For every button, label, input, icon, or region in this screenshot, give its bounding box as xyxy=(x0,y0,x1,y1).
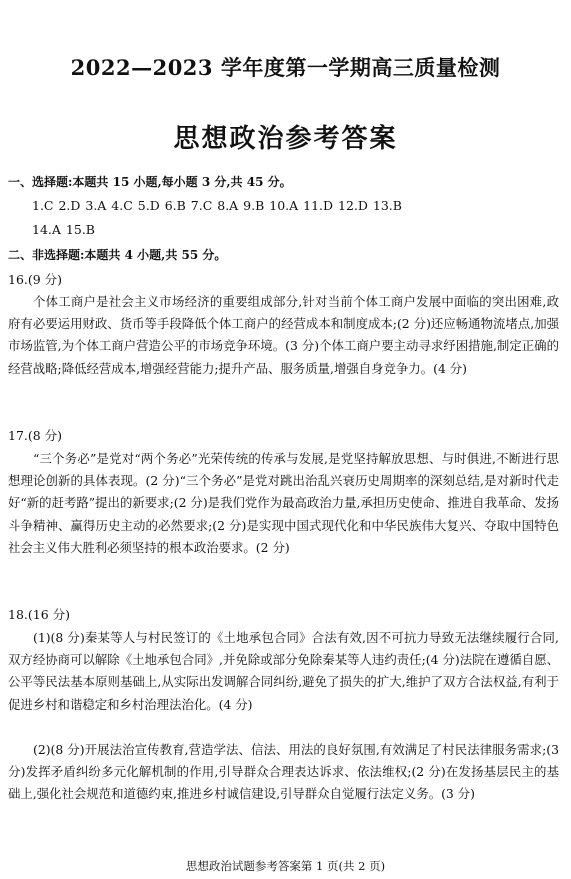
question17-number: 17.(8 分) xyxy=(8,428,63,443)
choice-answers-line2: 14.A 15.B xyxy=(32,222,95,237)
section2-heading: 二、非选择题:本题共 4 小题,共 55 分。 xyxy=(8,248,227,262)
question18-number: 18.(16 分) xyxy=(8,607,71,622)
question18-part2: (2)(8 分)开展法治宣传教育,营造学法、信法、用法的良好氛围,有效满足了村民法律服务需求;(3 分)发挥矛盾纠纷多元化解机制的作用,引导群众合理表达诉求、依法维权;(2 分)在发扬基层民主的基础上,强化社会规范和道德约束,推进乡村诚信建设,引导群众自觉履行法定义务。(3 分) xyxy=(8,742,559,802)
exam-title: 2022—2023 学年度第一学期高三质量检测 xyxy=(70,55,501,80)
question17-answer: “三个务必”是党对“两个务必”光荣传统的传承与发展,是党坚持解放思想、与时俱进,不断进行思想理论创新的具体表现。(2 分)“三个务必”是党对跳出治乱兴衰历史周期率的深刻总结,是对新时代走好“新的赶考路”提出的新要求;(2 分)是我们党作为最高政治力量,承担历史使命、推进自我革命、发扬斗争精神、赢得历史主动的必然要求;(2 分)是实现中国式现代化和中华民族伟大复兴、夺取中国特色社会主义伟大胜利必须坚持的根本政治要求。(2 分) xyxy=(8,451,559,555)
question16-number: 16.(9 分) xyxy=(8,272,63,287)
document-title: 思想政治参考答案 xyxy=(173,124,398,154)
question16-answer: 个体工商户是社会主义市场经济的重要组成部分,针对当前个体工商户发展中面临的突出困难,政府有必要运用财政、货币等手段降低个体工商户的经营成本和制度成本;(2 分)还应畅通物流堵点,加强市场监管,为个体工商户营造公平的市场竞争环境。(3 分)个体工商户要主动寻求纾困措施,制定正确的经营战略;降低经营成本,增强经营能力;提升产品、服务质量,增强自身竞争力。(4 分) xyxy=(8,294,559,376)
section1-heading: 一、选择题:本题共 15 小题,每小题 3 分,共 45 分。 xyxy=(8,175,292,189)
choice-answers-line1: 1.C 2.D 3.A 4.C 5.D 6.B 7.C 8.A 9.B 10.A 11.D 12.D 13.B xyxy=(32,198,402,213)
question18-part1: (1)(8 分)秦某等人与村民签订的《土地承包合同》合法有效,因不可抗力导致无法继续履行合同,双方经协商可以解除《土地承包合同》,并免除或部分免除秦某等人违约责任;(4 分)法院在遵循自愿、公平等民法基本原则基础上,从实际出发调解合同纠纷,避免了损失的扩大,维护了双方合法权益,有利于促进乡村和谐稳定和乡村治理法治化。(4 分) xyxy=(8,630,559,712)
page-footer: 思想政治试题参考答案第 1 页(共 2 页) xyxy=(185,859,386,873)
